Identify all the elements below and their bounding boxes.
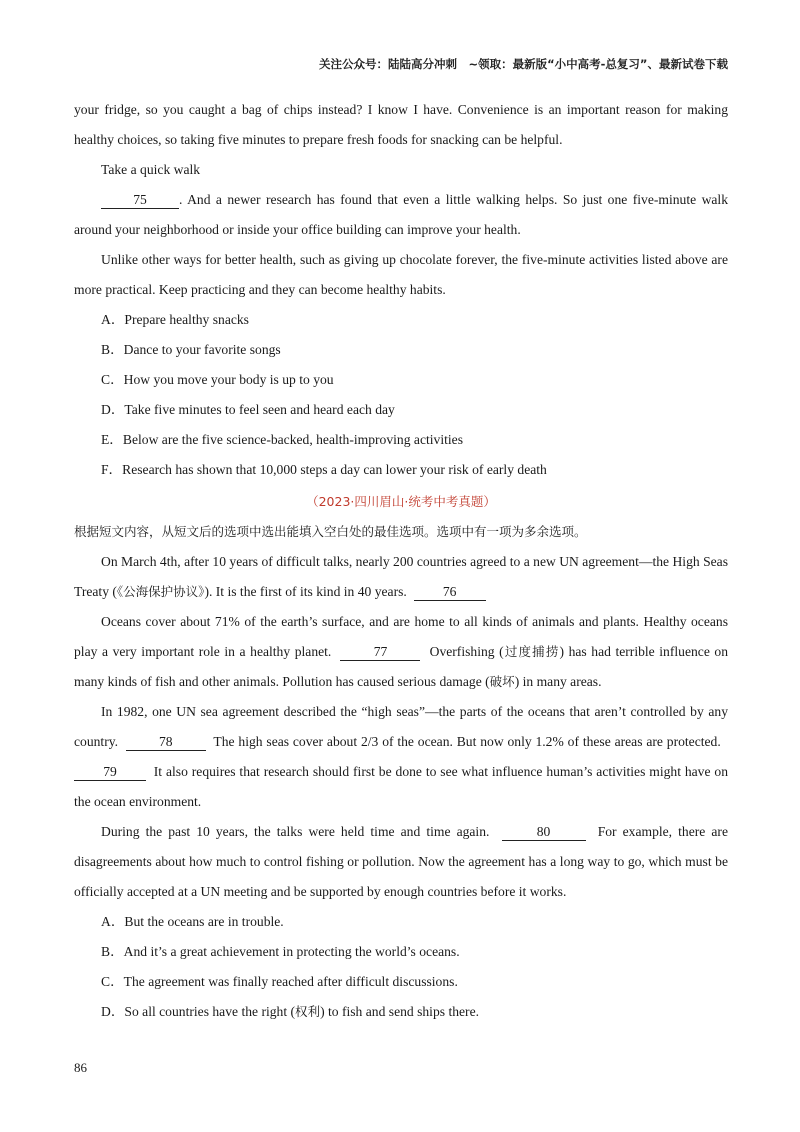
option-item: C．How you move your body is up to you bbox=[101, 372, 334, 387]
option-item: B．Dance to your favorite songs bbox=[101, 342, 281, 357]
option-item: F．Research has shown that 10,000 steps a day can lower your risk of early death bbox=[101, 462, 547, 477]
option-list-1 bbox=[74, 305, 728, 485]
instruction: 根据短文内容，从短文后的选项中选出能填入空白处的最佳选项。选项中有一项为多余选项。 bbox=[74, 524, 587, 539]
blank-76: 76 bbox=[414, 583, 486, 601]
blank-75: 75 bbox=[101, 191, 179, 209]
option-item: C．The agreement was finally reached after difficult discussions. bbox=[101, 974, 458, 989]
blank-77: 77 bbox=[340, 643, 420, 661]
option-item: D．Take five minutes to feel seen and heard each day bbox=[101, 402, 395, 417]
page-header: 关注公众号：陆陆高分冲刺 ~领取：最新版“小中高考-总复习”、最新试卷下载 bbox=[318, 57, 728, 71]
option-list-2 bbox=[74, 907, 728, 1027]
document-body bbox=[74, 95, 728, 1027]
page-number: 86 bbox=[74, 1060, 87, 1075]
option-item: B．And it’s a great achievement in protecting the world’s oceans. bbox=[101, 944, 460, 959]
blank-78: 78 bbox=[126, 733, 206, 751]
paragraph: Unlike other ways for better health, such as giving up chocolate forever, the five-minute activities listed above are more practical. Keep practicing and they can become healthy habits. bbox=[74, 252, 728, 297]
paragraph: your fridge, so you caught a bag of chips instead? I know I have. Convenience is an important reason for making healthy choices, so taking five minutes to prepare fresh foods for snacking can be helpful. bbox=[74, 102, 728, 147]
option-item: E．Below are the five science-backed, health-improving activities bbox=[101, 432, 463, 447]
paragraph: During the past 10 years, the talks were held time and time again. 80 For example, there are disagreements about how much to control fishing or pollution. Now the agreement has a long way to go, which must be officially accepted at a UN meeting and be supported by enough countries before it works. bbox=[74, 824, 728, 899]
question-source: （2023·四川眉山·统考中考真题） bbox=[306, 494, 496, 509]
option-item: D．So all countries have the right (权利) to fish and send ships there. bbox=[101, 1004, 480, 1019]
blank-80: 80 bbox=[502, 823, 586, 841]
blank-79: 79 bbox=[74, 763, 146, 781]
paragraph: In 1982, one UN sea agreement described the “high seas”—the parts of the oceans that aren’t controlled by any country. 78 The high seas cover about 2/3 of the ocean. But now only 1.2% of these areas are protected. 79 It also requires that research should first be done to see what influence human’s activities might have on the ocean environment. bbox=[74, 704, 729, 809]
paragraph: On March 4th, after 10 years of difficult talks, nearly 200 countries agreed to a new UN agreement—the High Seas Treaty (《公海保护协议》). It is the first of its kind in 40 years. 76 bbox=[74, 554, 728, 599]
paragraph: 75 . And a newer research has found that even a little walking helps. So just one five-minute walk around your neighborhood or inside your office building can improve your health. bbox=[74, 192, 728, 237]
section-heading: Take a quick walk bbox=[101, 162, 201, 177]
option-item: A．But the oceans are in trouble. bbox=[101, 914, 284, 929]
paragraph: Oceans cover about 71% of the earth’s surface, and are home to all kinds of animals and plants. Healthy oceans play a very important role in a healthy planet. 77 Overfishing (过度捕捞) has had terrible influence on many kinds of fish and other animals. Pollution has caused serious damage (破坏) in many areas. bbox=[74, 614, 729, 689]
option-item: A．Prepare healthy snacks bbox=[101, 312, 249, 327]
